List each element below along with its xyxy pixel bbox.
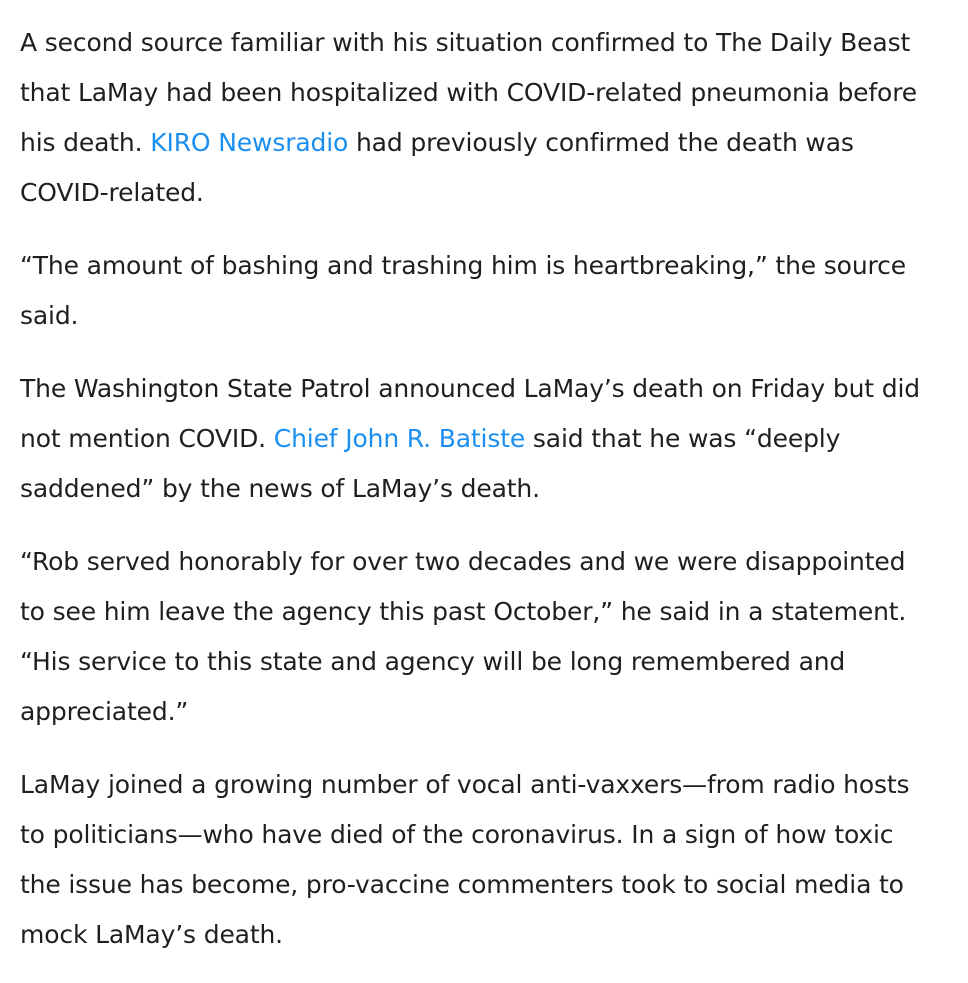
paragraph-text: “The amount of bashing and trashing him is heartbreaking,” the source said. [20, 251, 906, 330]
paragraph-hospitalized [20, 18, 935, 218]
paragraph-text: The Washington State Patrol announced LaMay’s death on Friday but did not mention COVID. [20, 374, 920, 453]
paragraph-text: A second source familiar with his situation confirmed to The Daily Beast that LaMay had been hospitalized with COVID-related pneumonia before his death. [20, 28, 918, 157]
paragraph-source-quote [20, 241, 935, 341]
paragraph-text: had previously confirmed the death was COVID-related. [20, 128, 854, 207]
paragraph-text: said that he was “deeply saddened” by the news of LaMay’s death. [20, 424, 841, 503]
paragraph-state-patrol [20, 364, 935, 514]
chief-batiste-link[interactable]: Chief John R. Batiste [273, 424, 526, 453]
paragraph-text: “Rob served honorably for over two decades and we were disappointed to see him leave the agency this past October,” he said in a statement. “His service to this state and agency will be long remembered and appreciated.” [20, 547, 907, 726]
article-body [20, 18, 935, 983]
paragraph-anti-vaxxers [20, 760, 935, 960]
kiro-newsradio-link[interactable]: KIRO Newsradio [150, 128, 349, 157]
paragraph-text: LaMay joined a growing number of vocal anti-vaxxers—from radio hosts to politicians—who have died of the coronavirus. In a sign of how toxic the issue has become, pro-vaccine commenters took to social media to mock LaMay’s death. [20, 770, 910, 949]
paragraph-statement [20, 537, 935, 737]
